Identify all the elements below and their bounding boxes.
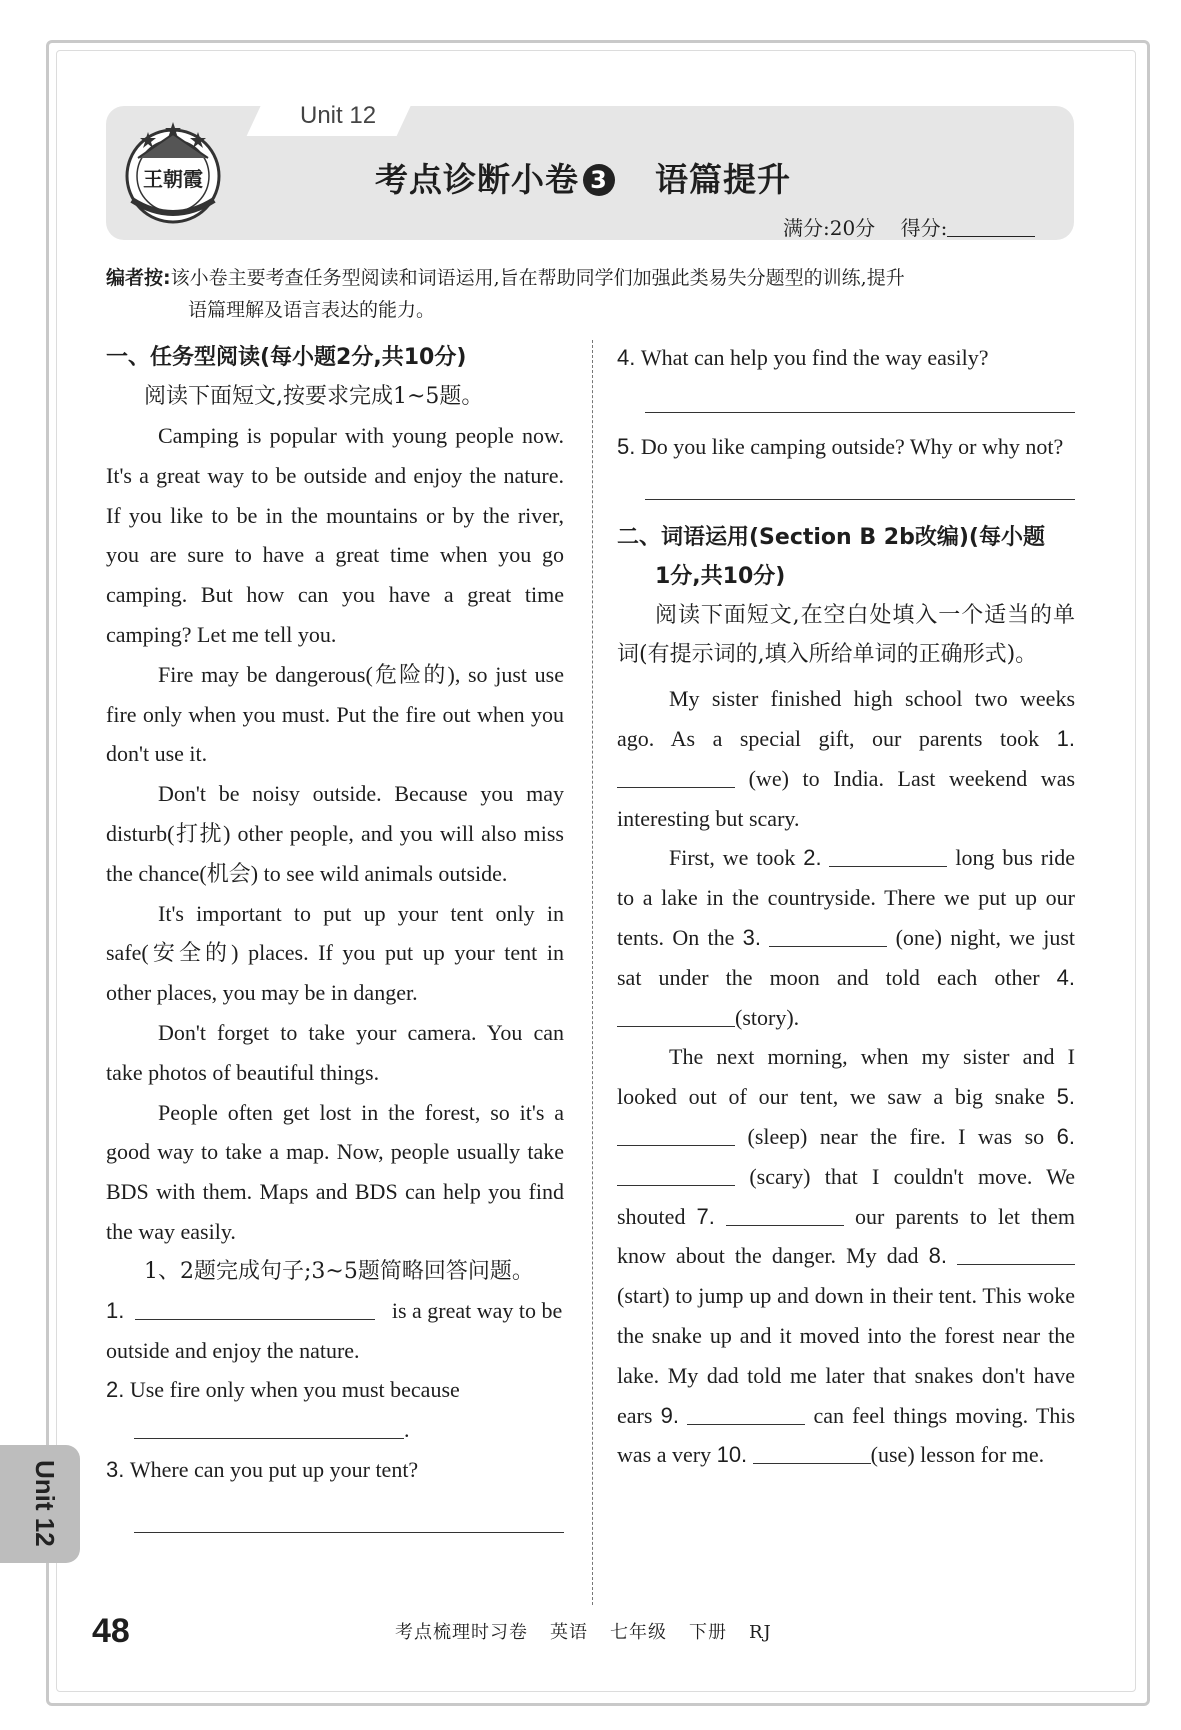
section1-column (106, 338, 564, 1533)
passage-paragraph: Don't forget to take your camera. You can take photos of beautiful things. (106, 1019, 564, 1085)
section2-heading: 二、词语运用(Section B 2b改编)(每小题 1分,共10分) (617, 524, 1045, 589)
passage-paragraph: People often get lost in the forest, so it's a good way to take a map. Now, people usually take BDS with them. Maps and BDS can help you find the way easily. (106, 1099, 564, 1244)
task-instruction: 1、2题完成句子;3~5题简略回答问题。 (144, 1258, 534, 1284)
cloze-paragraph-2: First, we took 2. long bus ride to a lake in the countryside. There we put up our tents. On the 3. (one) night, we just sat under the moon and told each other 4. (story). (617, 845, 1075, 1030)
section1-instruction: 阅读下面短文,按要求完成1~5题。 (144, 384, 484, 409)
score-blank[interactable] (947, 220, 1035, 237)
publisher-logo-icon (118, 118, 228, 228)
unit-label: Unit 12 (300, 102, 377, 129)
cloze-blank-8[interactable] (957, 1244, 1075, 1265)
cloze-blank-7[interactable] (726, 1205, 844, 1226)
question-4: 4. What can help you find the way easily? (617, 345, 989, 370)
answer-line-4[interactable] (645, 390, 1075, 413)
question-5: 5. Do you like camping outside? Why or why not? (617, 433, 1064, 459)
footer: 考点梳理时习卷 英语 七年级 下册 RJ (395, 1622, 772, 1643)
page-title: 考点诊断小卷 3 语篇提升 (375, 160, 791, 199)
question-3: 3. Where can you put up your tent? (106, 1456, 419, 1482)
cloze-blank-6[interactable] (617, 1165, 735, 1186)
cloze-blank-2[interactable] (829, 846, 947, 867)
side-unit-label: Unit 12 (30, 1460, 60, 1547)
cloze-blank-10[interactable] (753, 1443, 871, 1464)
cloze-blank-1[interactable] (617, 767, 735, 788)
answer-blank-2[interactable] (134, 1418, 404, 1439)
passage-paragraph: Fire may be dangerous(危险的), so just use fire only when you must. Put the fire out when you don't use it. (106, 661, 564, 767)
cloze-blank-9[interactable] (687, 1404, 805, 1425)
title-number-badge: 3 (583, 164, 615, 196)
cloze-paragraph-1: My sister finished high school two weeks ago. As a special gift, our parents took 1. (we) to India. Last weekend was interesting but scary. (617, 686, 1076, 831)
answer-line-3[interactable] (134, 1506, 564, 1533)
answer-blank-1[interactable] (135, 1299, 375, 1320)
editor-note: 编者按:该小卷主要考查任务型阅读和词语运用,旨在帮助同学们加强此类易失分题型的训练,提升 语篇理解及语言表达的能力。 (106, 267, 905, 321)
page-number: 48 (92, 1612, 130, 1650)
title-topic: 语篇提升 (655, 160, 791, 199)
passage-paragraph: It's important to put up your tent only in safe(安全的) places. If you put up your tent in other places, you may be in danger. (106, 900, 564, 1006)
cloze-blank-3[interactable] (769, 926, 887, 947)
question-2: 2. Use fire only when you must because (106, 1377, 460, 1403)
question-2-answer: . (106, 1410, 564, 1450)
passage-paragraph: Camping is popular with young people now. It's a great way to be outside and enjoy the nature. If you like to be in the mountains or by the river, you are sure to have a great time when you go camping. But how can you have a great time camping? Let me tell you. (106, 423, 564, 647)
section1-heading: 一、任务型阅读(每小题2分,共10分) (106, 345, 467, 370)
cloze-paragraph-3: The next morning, when my sister and I looked out of our tent, we saw a big snake 5. (sleep) near the fire. I was so 6. (scary) that I couldn't move. We shouted 7. our parents to let them know about the danger. My dad 8. (start) to jump up and down in their tent. This woke the snake up and it moved into the forest near the lake. My dad told me later that snakes don't have ears 9. can feel things moving. This was a very 10. (use) lesson for me. (617, 1044, 1076, 1468)
right-column (617, 338, 1075, 1475)
logo-text: 王朝霞 (143, 167, 203, 191)
cloze-blank-5[interactable] (617, 1125, 735, 1146)
question-1: 1. is a great way to be outside and enjoy the nature. (106, 1297, 563, 1363)
cloze-blank-4[interactable] (617, 1006, 735, 1027)
score-line: 满分:20分 得分: (783, 212, 1035, 241)
section2-instruction: 阅读下面短文,在空白处填入一个适当的单词(有提示词的,填入所给单词的正确形式)。 (617, 602, 1075, 668)
answer-line-5[interactable] (645, 477, 1075, 500)
passage-paragraph: Don't be noisy outside. Because you may disturb(打扰) other people, and you will also miss the chance(机会) to see wild animals outside. (106, 781, 564, 886)
column-divider (592, 340, 593, 1605)
